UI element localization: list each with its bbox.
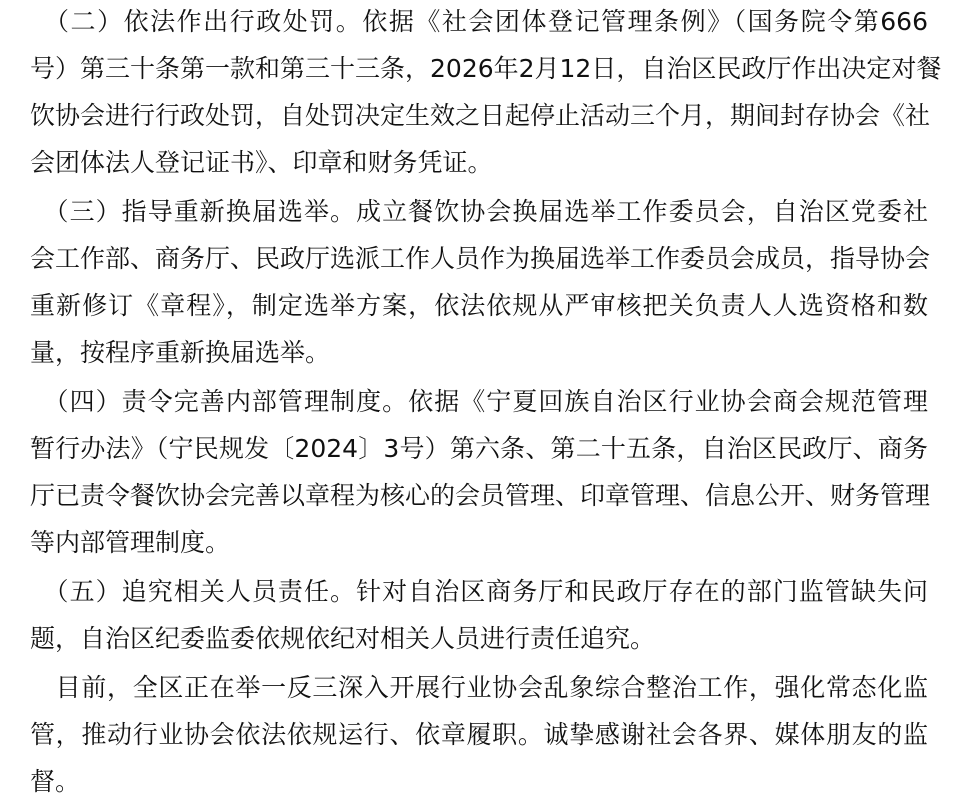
- paragraph-4-line-3: 厅已责令餐饮协会完善以章程为核心的会员管理、印章管理、信息公开、财务管理: [30, 481, 931, 510]
- paragraph-2-line-2: 号）第三十条第一款和第三十三条，2026年2月12日，自治区民政厅作出决定对餐: [30, 54, 942, 83]
- paragraph-5-line-1: （五）追究相关人员责任。针对自治区商务厅和民政厅存在的部门监管缺失问: [30, 577, 928, 606]
- paragraph-4-line-1: （四）责令完善内部管理制度。依据《宁夏回族自治区行业协会商会规范管理: [30, 387, 928, 416]
- paragraph-2-line-1: （二）依法作出行政处罚。依据《社会团体登记管理条例》（国务院令第666: [30, 7, 928, 36]
- paragraph-4-line-4: 等内部管理制度。: [30, 528, 231, 557]
- closing-paragraph-line-1: 目前，全区正在举一反三深入开展行业协会乱象综合整治工作，强化常态化监: [30, 673, 928, 702]
- paragraph-3-line-4: 量，按程序重新换届选举。: [30, 338, 331, 367]
- paragraph-3-line-2: 会工作部、商务厅、民政厅选派工作人员作为换届选举工作委员会成员，指导协会: [30, 244, 931, 273]
- paragraph-3-line-3: 重新修订《章程》，制定选举方案，依法依规从严审核把关负责人人选资格和数: [30, 291, 928, 320]
- paragraph-3-line-1: （三）指导重新换届选举。成立餐饮协会换届选举工作委员会，自治区党委社: [30, 197, 928, 226]
- paragraph-4-line-2: 暂行办法》（宁民规发〔2024〕3号）第六条、第二十五条，自治区民政厅、商务: [30, 434, 928, 463]
- closing-paragraph-line-2: 管，推动行业协会依法依规运行、依章履职。诚挚感谢社会各界、媒体朋友的监: [30, 720, 928, 749]
- paragraph-2-line-4: 会团体法人登记证书》、印章和财务凭证。: [30, 148, 493, 177]
- paragraph-2-line-3: 饮协会进行行政处罚，自处罚决定生效之日起停止活动三个月，期间封存协会《社: [30, 101, 931, 130]
- paragraph-5-line-2: 题，自治区纪委监委依规依纪对相关人员进行责任追究。: [30, 624, 656, 653]
- closing-paragraph-line-3: 督。: [30, 767, 81, 796]
